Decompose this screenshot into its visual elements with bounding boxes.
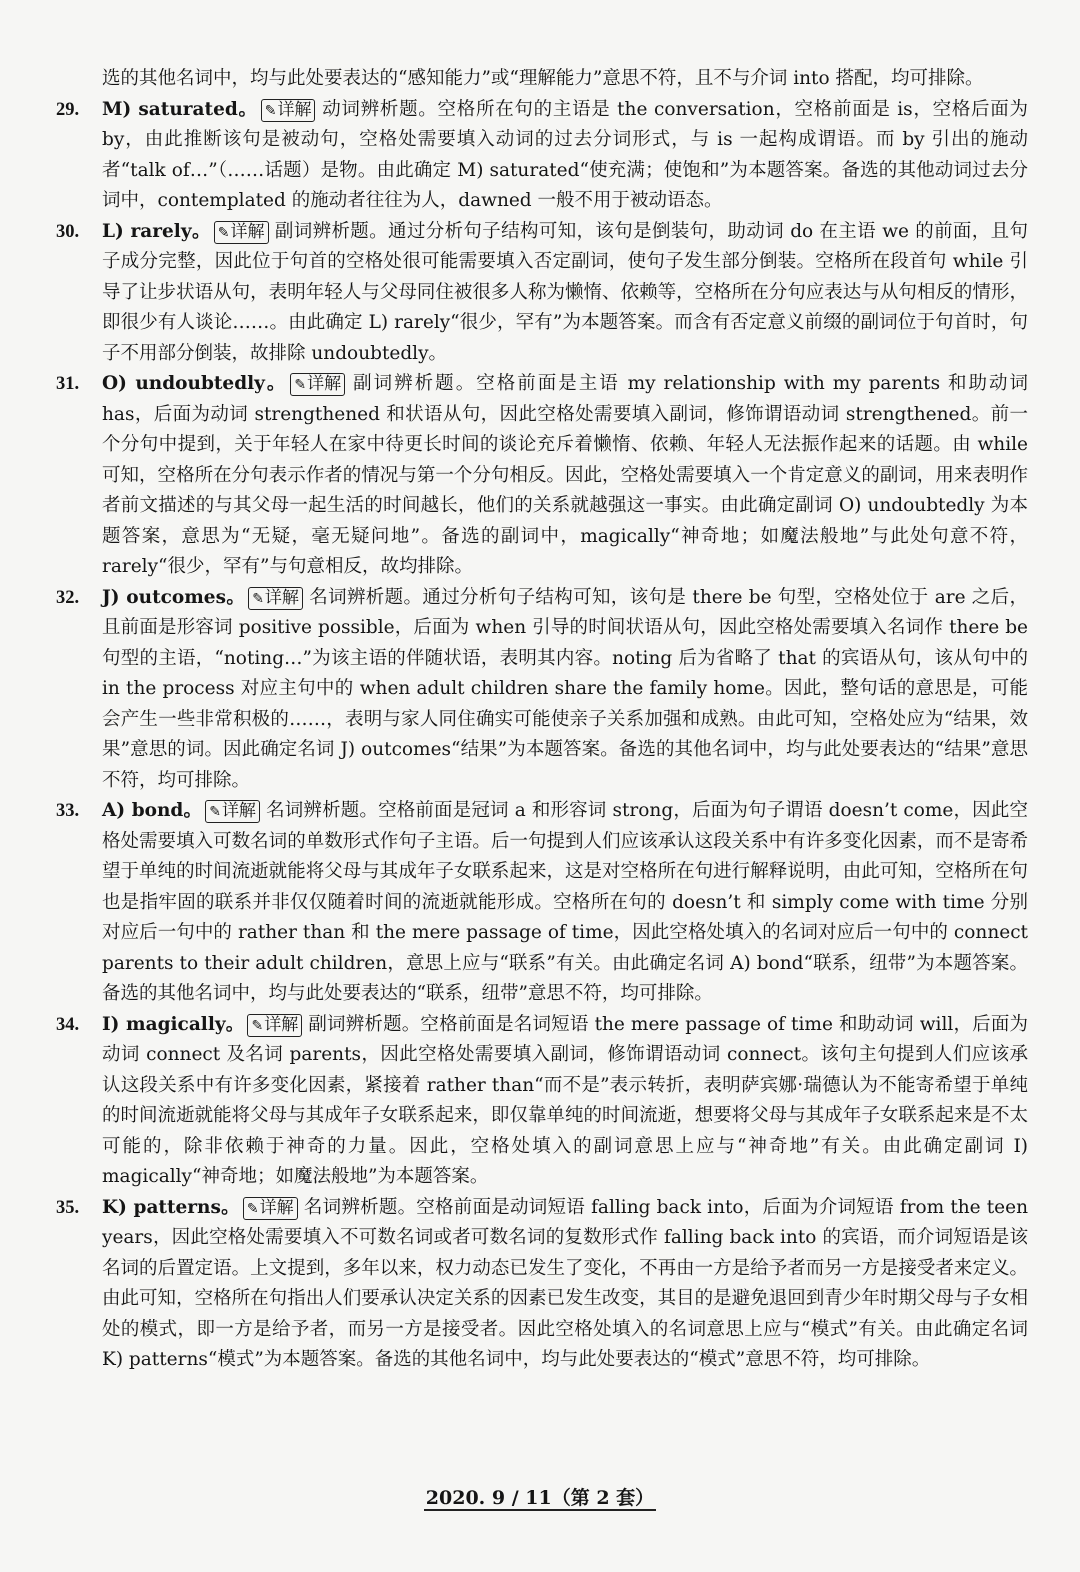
pencil-icon: ✎ <box>294 377 307 393</box>
explanation <box>102 1193 1028 1376</box>
explanation <box>102 796 1028 1010</box>
explanation-text: 副词辨析题。通过分析句子结构可知，该句是倒装句，助动词 do 在主语 we 的前面，且句子成分完整，因此位于句首的空格处很可能需要填入否定副词，使句子发生部分倒装。空格所在段首句 while 引导了让步状语从句，表明年轻人与父母同住被很多人称为懒惰、依赖等，空格所在分句应表达与从句相反的情形，即很少有人谈论……。由此确定 L) rarely“很少，罕有”为本题答案。而含有否定意义前缀的副词位于句首时，句子不用部分倒装，故排除 undoubtedly。 <box>102 220 1028 364</box>
detail-badge <box>290 373 345 396</box>
explanation <box>102 95 1028 217</box>
explanation <box>102 1010 1028 1193</box>
question-number: 34. <box>56 1014 80 1035</box>
answer-choice: I) magically。 <box>102 1013 245 1035</box>
pencil-icon: ✎ <box>252 590 264 607</box>
answer-item <box>56 217 1028 370</box>
explanation-text: 副词辨析题。空格前面是主语 my relationship with my parents 和助动词 has，后面为动词 strengthened 和状语从句，因此空格处需要填入副词，修饰谓语动词 strengthened。前一个分句中提到，关于年轻人在家中待更长时间的谈论充斥着懒惰、依赖、年轻人无法振作起来的话题。由 while 可知，空格所在分句表示作者的情况与第一个分句相反。因此，空格处需要填入一个肯定意义的副词，用来表明作者前文描述的与其父母一起生活的时间越长，他们的关系就越强这一事实。由此确定副词 O) undoubtedly 为本题答案，意思为“无疑，毫无疑问地”。备选的副词中，magically“神奇地；如魔法般地”与此处句意不符，rarely“很少，罕有”与句意相反，故均排除。 <box>102 373 1028 577</box>
explanation <box>102 583 1028 797</box>
explanation-text: 名词辨析题。空格前面是冠词 a 和形容词 strong，后面为句子谓语 doesn’t come，因此空格处需要填入可数名词的单数形式作句子主语。后一句提到人们应该承认这段关系中有许多变化因素，而不是寄希望于单纯的时间流逝就能将父母与其成年子女联系起来，这是对空格所在句进行解释说明，由此可知，空格所在句也是指牢固的联系并非仅仅随着时间的流逝就能形成。空格所在句的 doesn’t 和 simply come with time 分别对应后一句中的 rather than 和 the mere passage of time，因此空格处填入的名词对应后一句中的 connect parents to their adult children，意思上应与“联系”有关。由此确定名词 A) bond“联系，纽带”为本题答案。备选的其他名词中，均与此处要表达的“联系，纽带”意思不符，均可排除。 <box>102 800 1028 1004</box>
answer-choice: K) patterns。 <box>102 1196 240 1218</box>
answer-item <box>56 1010 1028 1193</box>
detail-badge <box>261 99 316 122</box>
detail-badge <box>248 587 303 610</box>
answer-item <box>56 796 1028 1010</box>
pencil-icon: ✎ <box>246 1200 259 1217</box>
page-footer <box>0 1483 1080 1510</box>
explanation-text: 名词辨析题。空格前面是动词短语 falling back into，后面为介词短语 from the teen years，因此空格处需要填入不可数名词或者可数名词的复数形式作 falling back into 的宾语，而介词短语是该名词的后置定语。上文提到，多年以来，权力动态已发生了变化，不再由一方是给予者而另一方是接受者来定义。由此可知，空格所在句指出人们要承认决定关系的因素已发生改变，其目的是避免退回到青少年时期父母与子女相处的模式，即一方是给予者，而另一方是接受者。因此空格处填入的名词意思上应与“模式”有关。由此确定名词 K) patterns“模式”为本题答案。备选的其他名词中，均与此处要表达的“模式”意思不符，均可排除。 <box>102 1196 1028 1370</box>
answer-choice: M) saturated。 <box>102 98 258 120</box>
answer-item <box>56 1193 1028 1376</box>
detail-badge-label: 详解 <box>230 221 265 242</box>
explanation-text: 动词辨析题。空格所在句的主语是 the conversation，空格前面是 is，空格后面为 by，由此推断该句是被动句，空格处需要填入动词的过去分词形式，与 is 一起构成谓语。而 by 引出的施动者“talk of…”（……话题）是物。由此确定 M) saturated“使充满；使饱和”为本题答案。备选的其他动词过去分词中，contemplated 的施动者往往为人，dawned 一般不用于被动语态。 <box>102 98 1029 211</box>
explanation <box>102 369 1028 583</box>
answer-item <box>56 369 1028 583</box>
answer-item <box>56 583 1028 797</box>
detail-badge-label: 详解 <box>221 801 256 821</box>
explanation-text: 名词辨析题。通过分析句子结构可知，该句是 there be 句型，空格处位于 are 之后，且前面是形容词 positive possible，后面为 when 引导的时间状语从句，因此空格处需要填入名词作 there be 句型的主语，“noting…”为该主语的伴随状语，表明其内容。noting 后为省略了 that 的宾语从句，该从句中的 in the process 对应主句中的 when adult children share the family home。因此，整句话的意思是，可能会产生一些非常积极的……，表明与家人同住确实可能使亲子关系加强和成熟。由此可知，空格处应为“结果，效果”意思的词。因此确定名词 J) outcomes“结果”为本题答案。备选的其他名词中，均与此处要表达的“结果”意思不符，均可排除。 <box>102 586 1028 791</box>
detail-badge-label: 详解 <box>259 1197 294 1218</box>
answer-list <box>56 95 1028 1376</box>
question-number: 35. <box>56 1197 80 1218</box>
pencil-icon: ✎ <box>251 1017 264 1034</box>
detail-badge-label: 详解 <box>307 374 342 394</box>
detail-badge-label: 详解 <box>277 99 312 120</box>
answer-choice: J) outcomes。 <box>102 586 246 608</box>
pencil-icon: ✎ <box>264 102 277 119</box>
question-number: 30. <box>56 221 80 242</box>
answer-item <box>56 95 1028 217</box>
detail-badge-label: 详解 <box>264 1014 299 1035</box>
detail-badge <box>243 1197 298 1220</box>
pencil-icon: ✎ <box>209 804 221 820</box>
answer-choice: O) undoubtedly。 <box>102 373 288 394</box>
detail-badge <box>205 800 260 823</box>
explanation <box>102 217 1028 370</box>
pencil-icon: ✎ <box>217 224 230 241</box>
explanation-text: 副词辨析题。空格前面是名词短语 the mere passage of time 和助动词 will，后面为动词 connect 及名词 parents，因此空格处需要填入副词，修饰谓语动词 connect。该句主句提到人们应该承认这段关系中有许多变化因素，紧接着 rather than“而不是”表示转折，表明萨宾娜·瑞德认为不能寄希望于单纯的时间流逝就能将父母与其成年子女联系起来，即仅靠单纯的时间流逝，想要将父母与其成年子女联系起来是不太可能的，除非依赖于神奇的力量。因此，空格处填入的副词意思上应与“神奇地”有关。由此确定副词 I) magically“神奇地；如魔法般地”为本题答案。 <box>102 1013 1028 1187</box>
question-number: 32. <box>56 587 80 608</box>
question-number: 31. <box>56 374 80 394</box>
intro-paragraph: 选的其他名词中，均与此处要表达的“感知能力”或“理解能力”意思不符，且不与介词 into 搭配，均可排除。 <box>102 68 984 89</box>
footer-label: 2020. 9 / 11（第 2 套） <box>425 1487 655 1509</box>
question-number: 33. <box>56 801 80 821</box>
detail-badge-label: 详解 <box>264 587 299 608</box>
answer-choice: L) rarely。 <box>102 220 211 242</box>
question-number: 29. <box>56 99 80 120</box>
detail-badge <box>247 1014 302 1037</box>
answer-choice: A) bond。 <box>102 800 203 821</box>
detail-badge <box>214 221 269 244</box>
